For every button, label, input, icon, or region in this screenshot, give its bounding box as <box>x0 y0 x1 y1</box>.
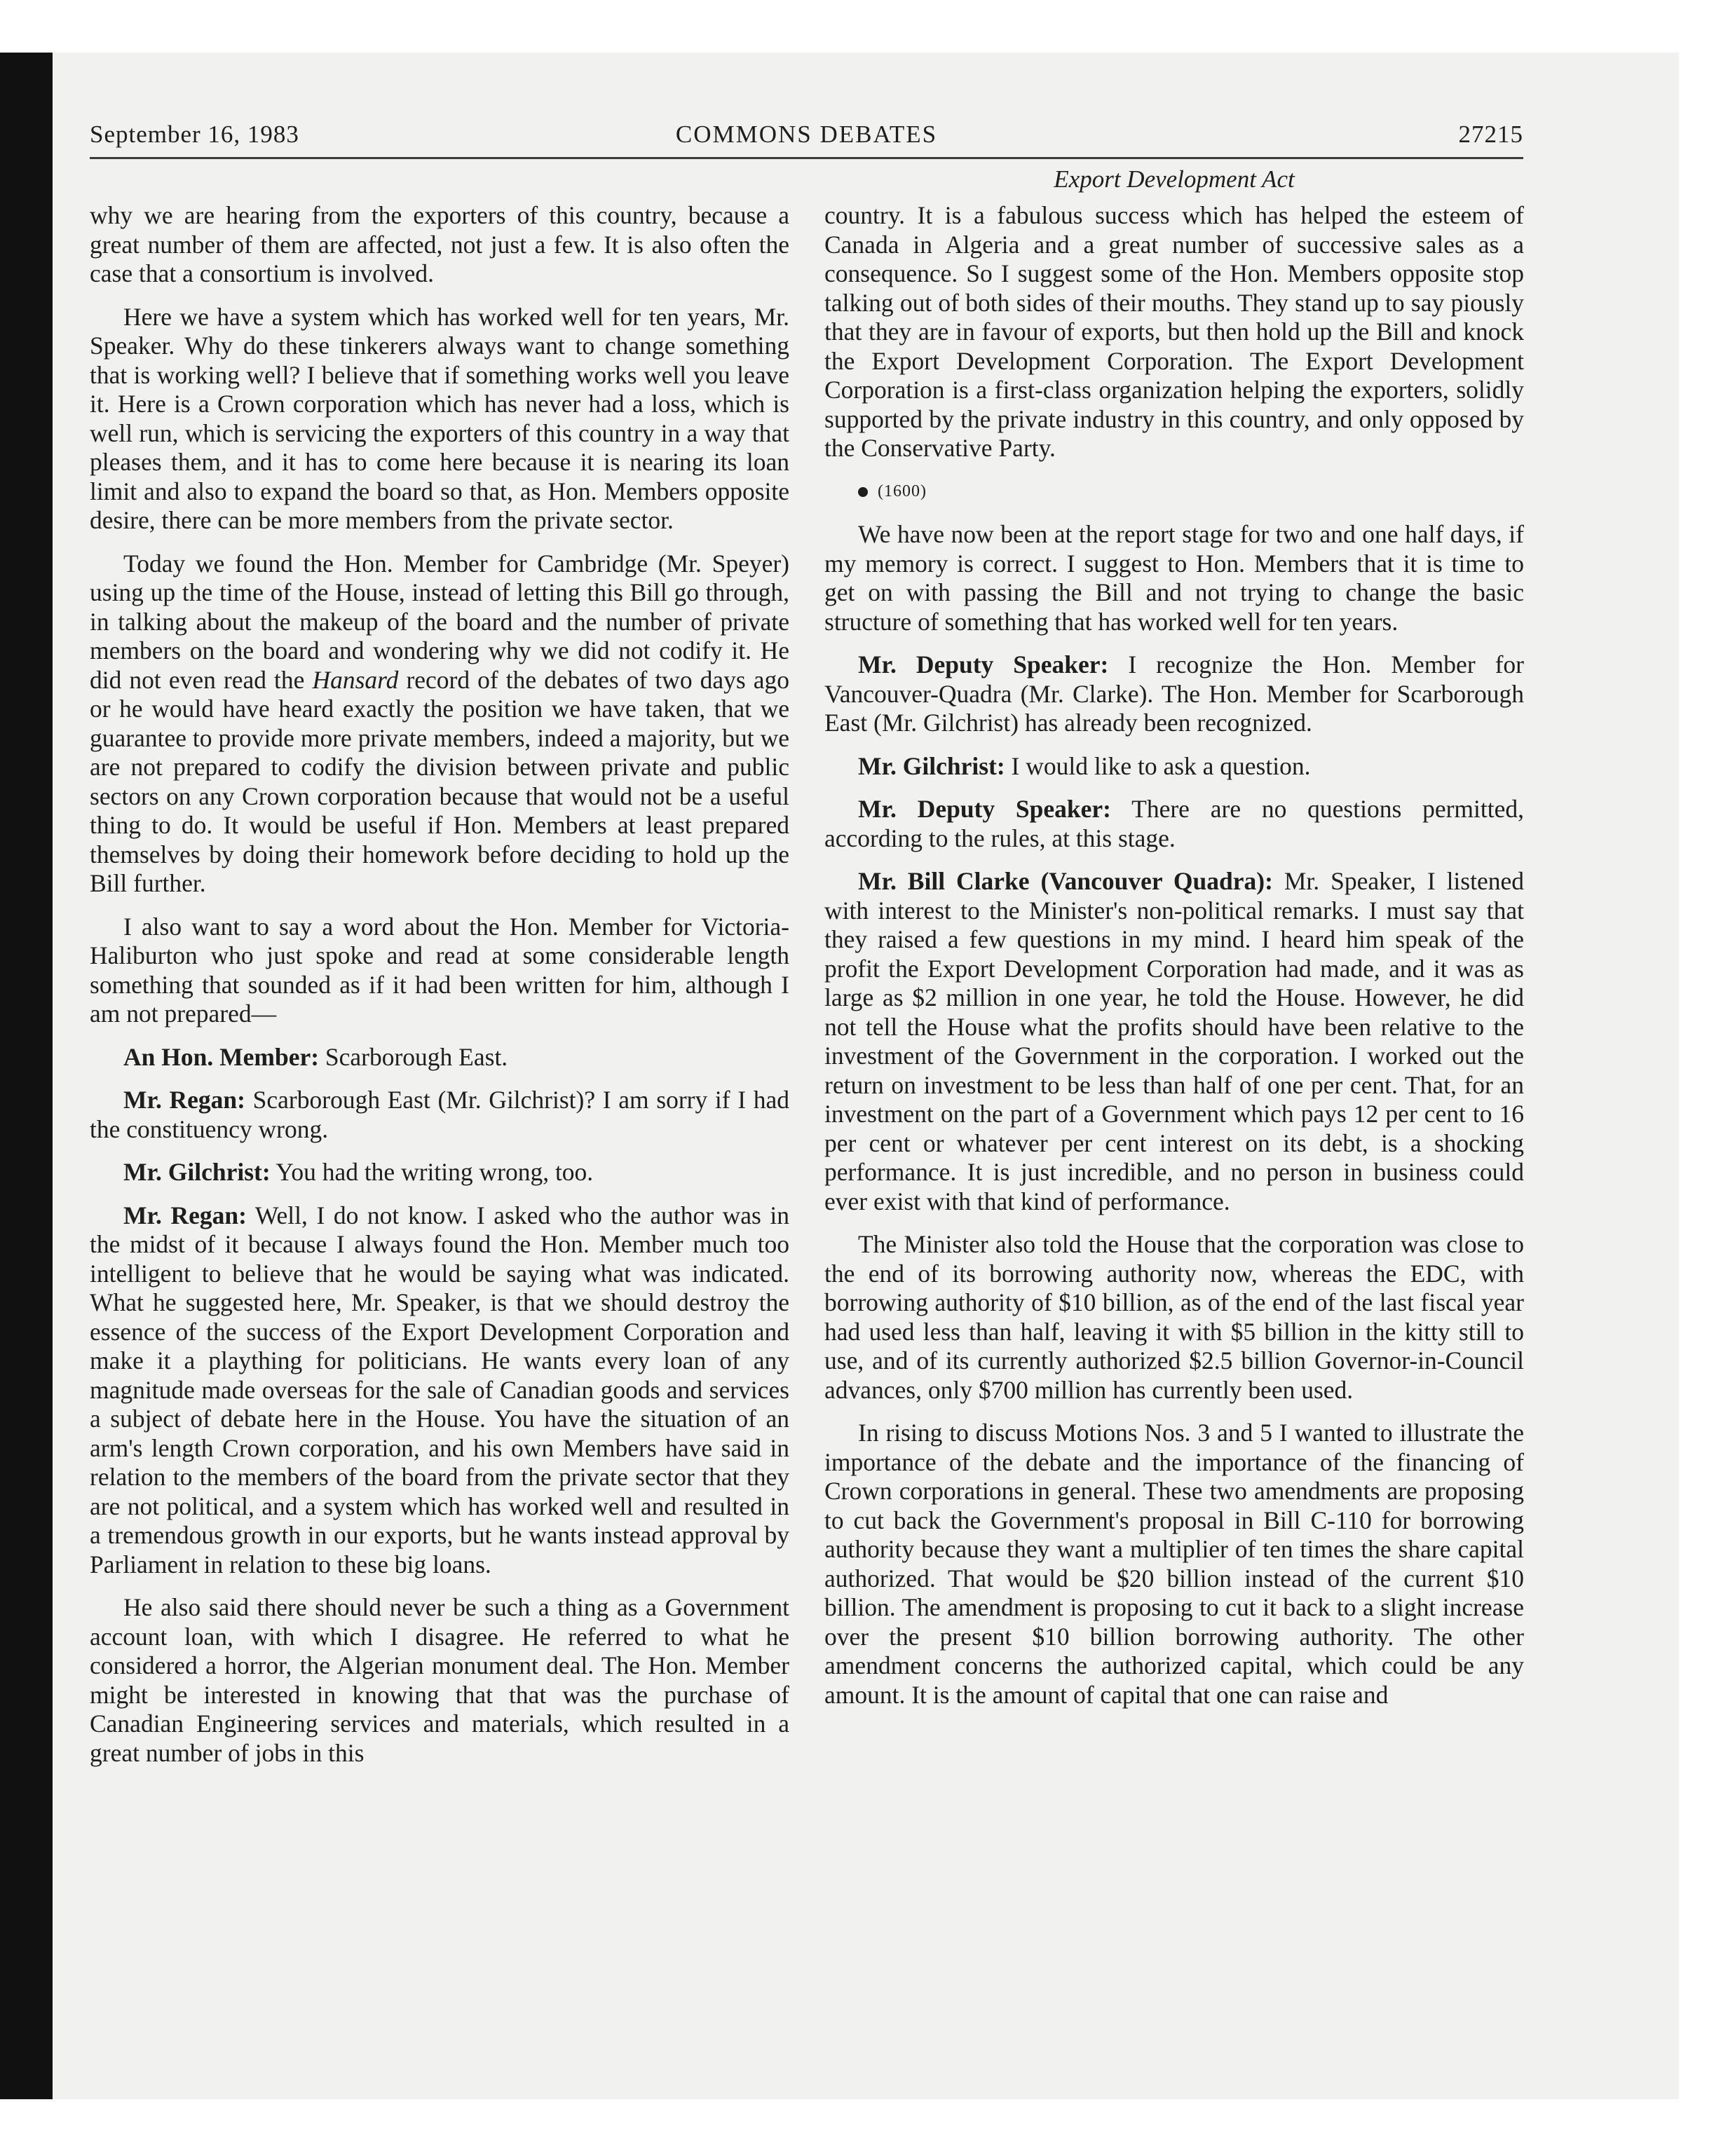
paragraph-text: country. It is a fabulous success which has helped the esteem of Canada in Algeria and a great number of successive sales as a consequence. So I suggest some of the Hon. Members opposite stop talking out of both sides of their mouths. They stand up to say piously that they are in favour of exports, but then hold up the Bill and knock the Export Development Corporation. The Export Development Corporation is a first-class organization helping the exporters, solidly supported by the private industry in this country, and only opposed by the Conservative Party. <box>824 201 1524 462</box>
left-column <box>90 201 789 1782</box>
paragraph <box>824 201 1524 463</box>
speaker-name: Mr. Gilchrist: <box>123 1158 271 1186</box>
paragraph <box>90 1593 789 1768</box>
speech <box>824 867 1524 1216</box>
speaker-name: Mr. Regan: <box>123 1086 246 1114</box>
paragraph <box>824 520 1524 636</box>
speaker-name: Mr. Bill Clarke (Vancouver Quadra): <box>858 867 1273 895</box>
speech <box>90 1086 789 1144</box>
speaker-name: Mr. Regan: <box>123 1201 247 1229</box>
speech-text: There are no questions permitted, according to the rules, at this stage. <box>824 795 1524 852</box>
header-publication: COMMONS DEBATES <box>675 121 938 148</box>
hansard-reference: Hansard <box>312 665 399 694</box>
scan-edge-shadow <box>0 53 53 2099</box>
speaker-name: Mr. Gilchrist: <box>858 751 1005 780</box>
paragraph-text: The Minister also told the House that the corporation was close to the end of its borrowing authority now, whereas the EDC, with borrowing authority of $10 billion, as of the end of the last fiscal year had used less than half, leaving it with $5 billion in the kitty still to use, and of its currently authorized $2.5 billion Governor-in-Council advances, only $700 million has currently been used. <box>824 1230 1524 1404</box>
speech-text: Scarborough East (Mr. Gilchrist)? I am sorry if I had the constituency wrong. <box>90 1086 790 1143</box>
speech-text: Well, I do not know. I asked who the author was in the midst of it because I always found the Hon. Member much too intelligent to believe that he would be saying what was indicated. What he suggested here, Mr. Speaker, is that we should destroy the essence of the success of the Export Development Corporation and make it a plaything for politicians. He wants every loan of any magnitude made overseas for the sale of Canadian goods and services a subject of debate here in the House. You have the situation of an arm's length Crown corporation, and his own Members have said in relation to the members of the board from the private sector that they are not political, and a system which has worked well and resulted in a tremendous growth in our exports, but he wants instead approval by Parliament in relation to these big loans. <box>90 1201 789 1578</box>
paragraph <box>824 1230 1524 1405</box>
paragraph-text: why we are hearing from the exporters of this country, because a great number of them are affected, not just a few. It is also often the case that a consortium is involved. <box>90 201 789 287</box>
paragraph-text: Here we have a system which has worked well for ten years, Mr. Speaker. Why do these tinkerers always want to change something that is working well? I believe that if something works well you leave it. Here is a Crown corporation which has never had a loss, which is well run, which is servicing the exporters of this country in a way that pleases them, and it has to come here because it is nearing its loan limit and also to expand the board so that, as Hon. Members opposite desire, there can be more members from the private sector. <box>90 302 789 534</box>
paragraph-text: He also said there should never be such a thing as a Government account loan, with which I disagree. He referred to what he considered a horror, the Algerian monument deal. The Hon. Member might be interested in knowing that that was the purchase of Canadian Engineering services and materials, which resulted in a great number of jobs in this <box>90 1593 789 1767</box>
paragraph-text: record of the debates of two days ago or he would have heard exactly the position we have taken, that we guarantee to provide more private members, indeed a majority, but we are not prepared to codify the division between private and public sectors on any Crown corporation because that would not be a useful thing to do. It would be useful if Hon. Members at least prepared themselves by doing their homework before deciding to hold up the Bill further. <box>90 665 789 897</box>
header-date: September 16, 1983 <box>90 121 299 148</box>
header-page-number: 27215 <box>1458 121 1523 148</box>
time-marker-text: (1600) <box>878 482 927 500</box>
paragraph-text: I also want to say a word about the Hon. Member for Victoria-Haliburton who just spoke and read at some considerable length something that sounded as if it had been written for him, although I am not prepared— <box>90 912 789 1028</box>
speaker-name: Mr. Deputy Speaker: <box>858 795 1112 823</box>
speech-text: Mr. Speaker, I listened with interest to the Minister's non-political remarks. I must say that they raised a few questions in my mind. I heard him speak of the profit the Export Development Corporation had made, and it was as large as $2 million in one year, he told the House. However, he did not tell the House what the profits should have been relative to the investment of the Government in the corporation. I worked out the return on investment to be less than half of one per cent. That, for an investment on the part of a Government which pays 12 per cent to 16 per cent or whatever per cent interest on its debt, is a shocking performance. It is just incredible, and no person in business could ever exist with that kind of performance. <box>824 867 1524 1215</box>
running-title: Export Development Act <box>1054 165 1295 193</box>
speech-text: I would like to ask a question. <box>1005 751 1311 780</box>
speech <box>824 650 1524 738</box>
scan-border <box>0 0 53 2156</box>
right-column <box>824 201 1524 1724</box>
page-header <box>90 118 1523 159</box>
paragraph-text: We have now been at the report stage for two and one half days, if my memory is correct. I suggest to Hon. Members that it is time to get on with passing the Bill and not trying to change the basic structure of something that has worked well for ten years. <box>824 520 1524 636</box>
speech <box>824 795 1524 853</box>
speaker-name: Mr. Deputy Speaker: <box>858 650 1109 678</box>
paragraph <box>90 201 789 289</box>
speech-text: Scarborough East. <box>319 1042 508 1071</box>
speech <box>90 1201 789 1580</box>
time-marker <box>824 477 1524 507</box>
paragraph-text: Today we found the Hon. Member for Cambridge (Mr. Speyer) using up the time of the House, instead of letting this Bill go through, in talking about the makeup of the board and the number of private members on the board and wondering why we did not codify it. He did not even read the <box>90 549 789 694</box>
paragraph <box>90 303 789 535</box>
paragraph <box>90 550 789 899</box>
speech-text: I recognize the Hon. Member for Vancouver-Quadra (Mr. Clarke). The Hon. Member for Scarborough East (Mr. Gilchrist) has already been recognized. <box>824 650 1525 737</box>
speech-text: You had the writing wrong, too. <box>270 1158 594 1186</box>
bullet-icon <box>858 487 868 497</box>
speech <box>90 1043 789 1072</box>
paragraph <box>824 1419 1524 1710</box>
speech <box>90 1158 789 1187</box>
paragraph <box>90 913 789 1029</box>
speech <box>824 752 1524 782</box>
paragraph-text: In rising to discuss Motions Nos. 3 and 5 I wanted to illustrate the importance of the debate and the importance of the financing of Crown corporations in general. These two amendments are proposing to cut back the Government's proposal in Bill C-110 for borrowing authority because they want a multiplier of ten times the share capital authorized. That would be $20 billion instead of the current $10 billion. The amendment is proposing to cut it back to a slight increase over the present $10 billion borrowing authority. The other amendment concerns the authorized capital, which could be any amount. It is the amount of capital that one can raise and <box>824 1419 1524 1709</box>
speaker-name: An Hon. Member: <box>123 1042 320 1071</box>
